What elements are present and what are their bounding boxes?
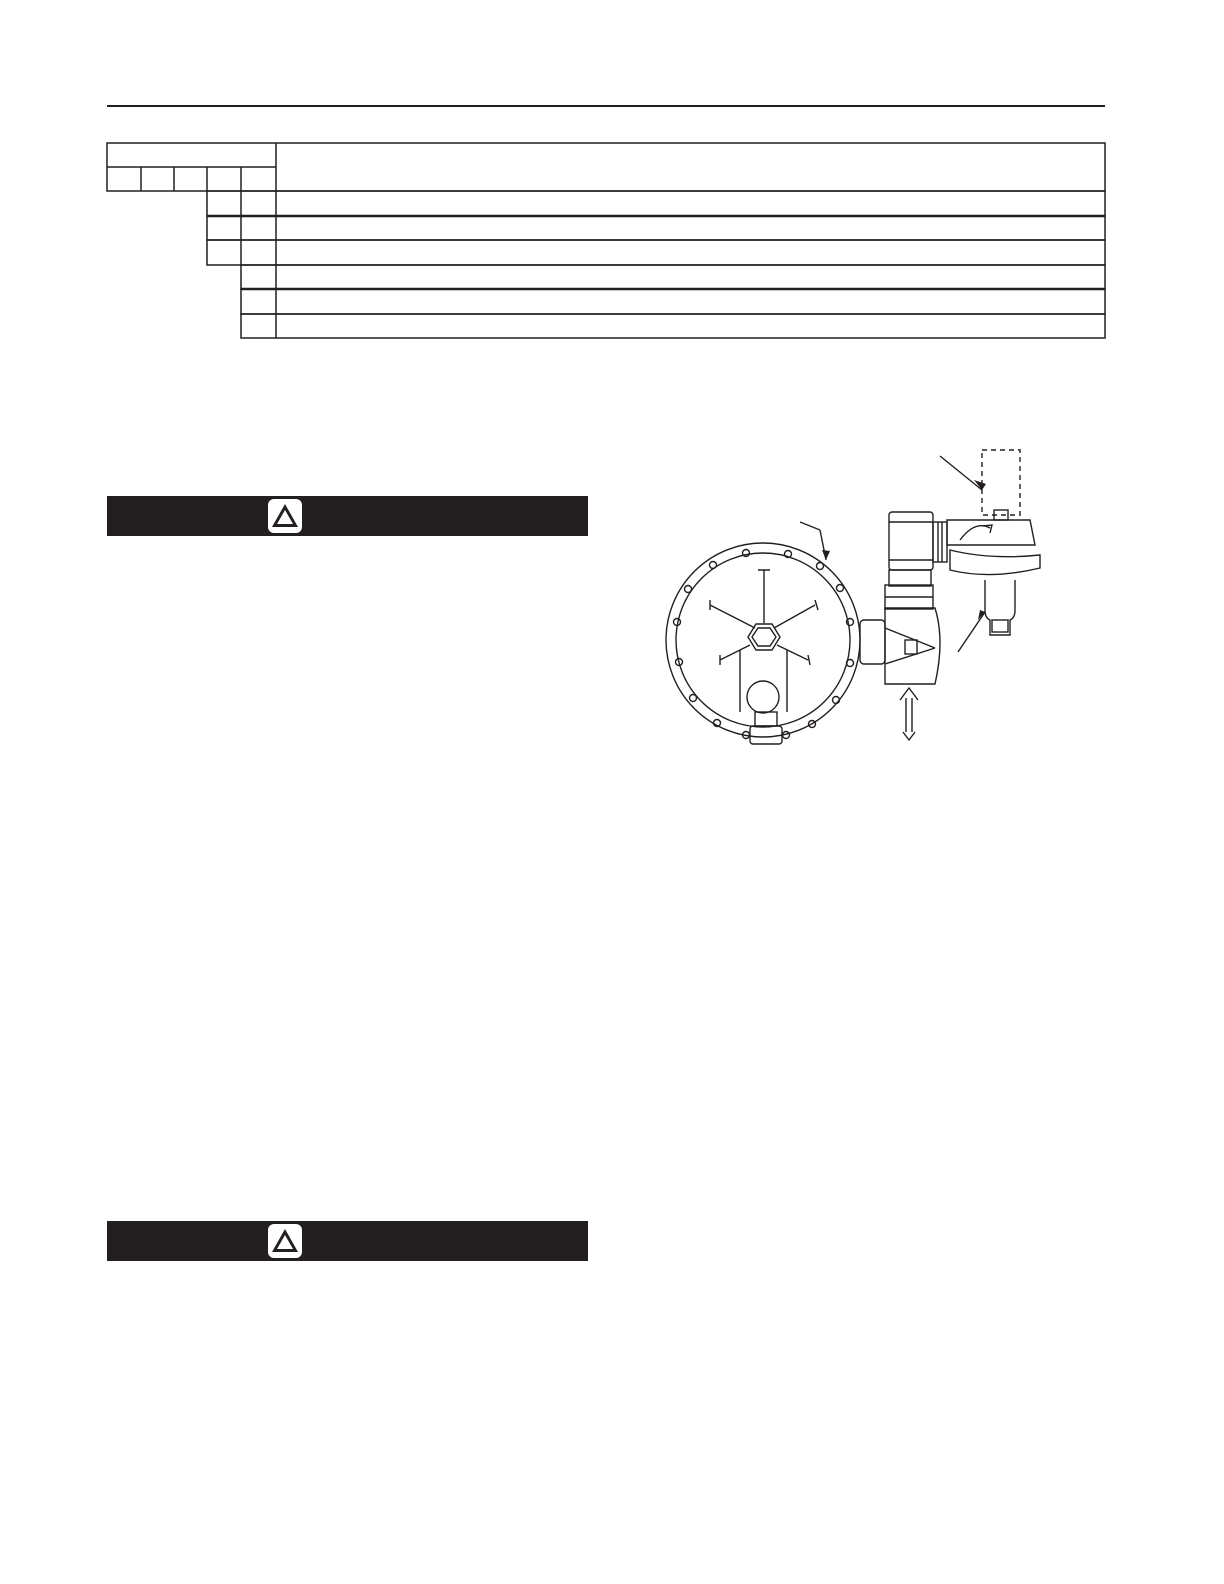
table-row [241, 314, 1105, 338]
main-regulator-body [666, 543, 860, 737]
leader-line [800, 522, 820, 530]
selection-table [0, 0, 1224, 360]
inlet-fitting [860, 620, 885, 664]
leader-line [958, 612, 985, 652]
table-row [241, 265, 1105, 289]
regulator-installation-figure [660, 440, 1060, 750]
warning-triangle-icon [267, 1223, 303, 1259]
table-row [207, 191, 1105, 216]
table-row [207, 216, 1105, 240]
pilot-regulator [947, 520, 1035, 545]
leader-line [940, 456, 982, 490]
table-row [241, 289, 1105, 314]
flow-arrow-icon [900, 688, 918, 740]
warning-banner [107, 1221, 588, 1261]
warning-triangle-icon [267, 498, 303, 534]
table-row [207, 240, 1105, 265]
warning-banner [107, 496, 588, 536]
